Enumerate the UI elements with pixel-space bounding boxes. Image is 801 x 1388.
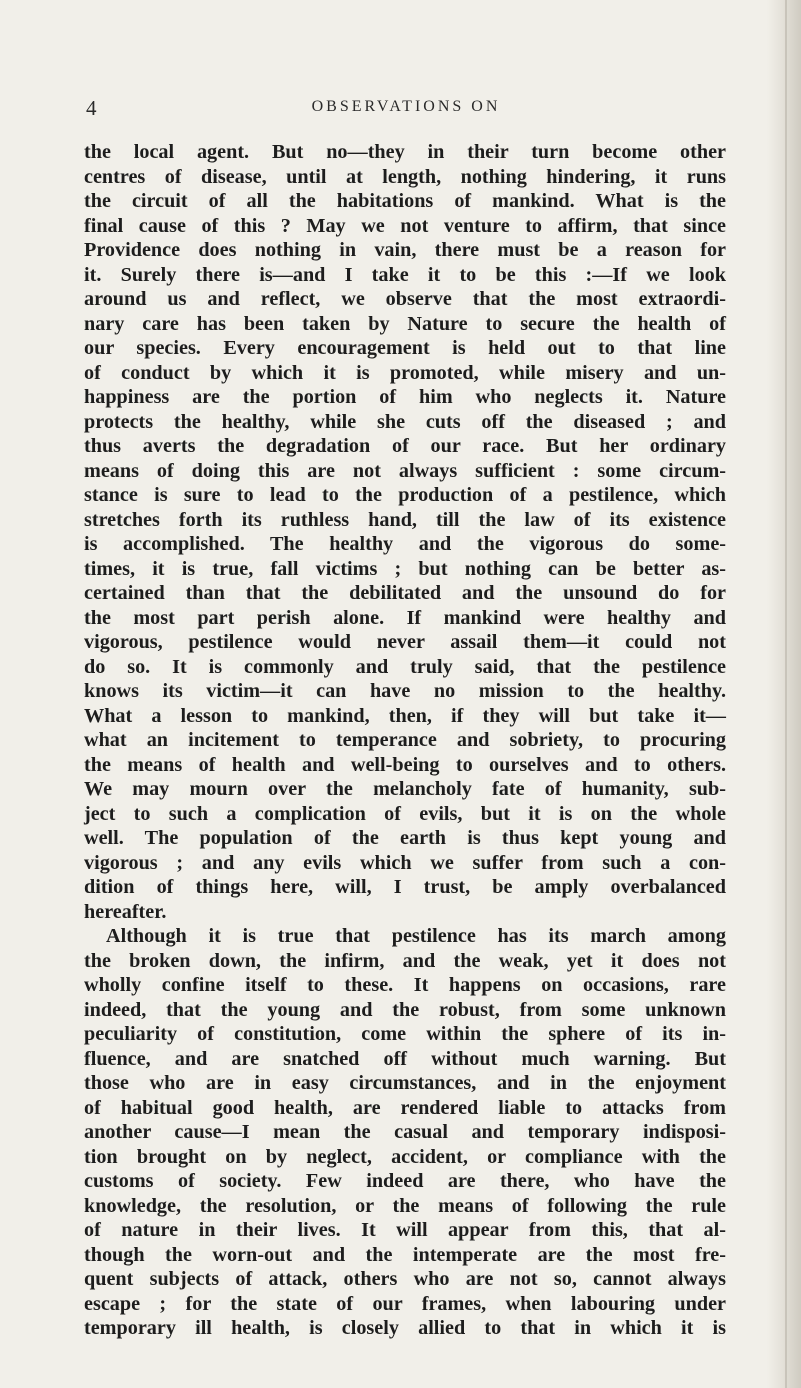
text-line: is accomplished. The healthy and the vigorous do some- — [84, 533, 726, 555]
text-line: times, it is true, fall victims ; but nothing can be better as- — [84, 557, 726, 580]
text-line: ject to such a complication of evils, but it is on the whole — [84, 802, 726, 825]
text-line: though the worn-out and the intemperate are the most fre- — [84, 1243, 726, 1266]
page-edge-line — [785, 0, 787, 1388]
page-edge — [767, 0, 801, 1388]
body-text — [84, 140, 726, 1341]
text-line: temporary ill health, is closely allied to that in which it is — [84, 1317, 726, 1339]
text-line: means of doing this are not always sufficient : some circum- — [84, 459, 726, 482]
text-line: of nature in their lives. It will appear from this, that al- — [84, 1219, 726, 1241]
text-line: it. Surely there is—and I take it to be this :—If we look — [84, 263, 726, 286]
running-head: OBSERVATIONS ON — [311, 98, 501, 115]
text-line: the means of health and well-being to ourselves and to others. — [84, 753, 726, 776]
text-line: escape ; for the state of our frames, when labouring under — [84, 1292, 726, 1315]
text-line: certained than that the debilitated and the unsound do for — [84, 582, 726, 604]
text-line: hereafter. — [84, 900, 167, 923]
page-header — [86, 96, 726, 120]
page-number: 4 — [86, 96, 97, 120]
text-line: knowledge, the resolution, or the means of following the rule — [84, 1194, 726, 1217]
text-line: the local agent. But no—they in their turn become other — [84, 141, 726, 163]
text-line: well. The population of the earth is thus kept young and — [84, 827, 726, 849]
text-line: quent subjects of attack, others who are not so, cannot always — [84, 1268, 726, 1290]
text-line: another cause—I mean the casual and temporary indisposi- — [84, 1121, 726, 1143]
text-line: fluence, and are snatched off without much warning. But — [84, 1047, 726, 1070]
text-line: stance is sure to lead to the production of a pestilence, which — [84, 484, 726, 506]
text-line: the circuit of all the habitations of mankind. What is the — [84, 190, 726, 212]
text-line: happiness are the portion of him who neglects it. Nature — [84, 386, 726, 408]
text-line: around us and reflect, we observe that the most extraordi- — [84, 288, 726, 310]
text-line: final cause of this ? May we not venture to affirm, that since — [84, 214, 726, 237]
text-line: of habitual good health, are rendered liable to attacks from — [84, 1096, 726, 1119]
text-line: do so. It is commonly and truly said, that the pestilence — [84, 655, 726, 678]
text-line: of conduct by which it is promoted, while misery and un- — [84, 361, 726, 384]
text-line: the broken down, the infirm, and the weak, yet it does not — [84, 949, 726, 972]
text-line: nary care has been taken by Nature to secure the health of — [84, 312, 726, 335]
text-line: What a lesson to mankind, then, if they will but take it— — [84, 704, 726, 727]
text-line: our species. Every encouragement is held out to that line — [84, 337, 726, 359]
text-line: stretches forth its ruthless hand, till the law of its existence — [84, 508, 726, 531]
text-line: customs of society. Few indeed are there, who have the — [84, 1170, 726, 1192]
text-line: wholly confine itself to these. It happens on occasions, rare — [84, 974, 726, 996]
text-line: dition of things here, will, I trust, be amply overbalanced — [84, 876, 726, 898]
text-line: We may mourn over the melancholy fate of humanity, sub- — [84, 778, 726, 800]
text-line: protects the healthy, while she cuts off the diseased ; and — [84, 410, 726, 433]
text-line: indeed, that the young and the robust, from some unknown — [84, 998, 726, 1021]
text-line: vigorous, pestilence would never assail them—it could not — [84, 631, 726, 653]
text-line: those who are in easy circumstances, and in the enjoyment — [84, 1072, 726, 1094]
text-line: peculiarity of constitution, come within the sphere of its in- — [84, 1023, 726, 1045]
text-line: what an incitement to temperance and sobriety, to procuring — [84, 729, 726, 751]
text-line: knows its victim—it can have no mission to the healthy. — [84, 680, 726, 702]
text-line: Although it is true that pestilence has its march among — [106, 925, 726, 947]
text-line: the most part perish alone. If mankind were healthy and — [84, 606, 726, 629]
text-line: Providence does nothing in vain, there must be a reason for — [84, 239, 726, 261]
text-line: thus averts the degradation of our race. But her ordinary — [84, 435, 726, 457]
text-line: vigorous ; and any evils which we suffer from such a con- — [84, 851, 726, 874]
text-line: tion brought on by neglect, accident, or compliance with the — [84, 1145, 726, 1168]
text-line: centres of disease, until at length, nothing hindering, it runs — [84, 165, 726, 188]
